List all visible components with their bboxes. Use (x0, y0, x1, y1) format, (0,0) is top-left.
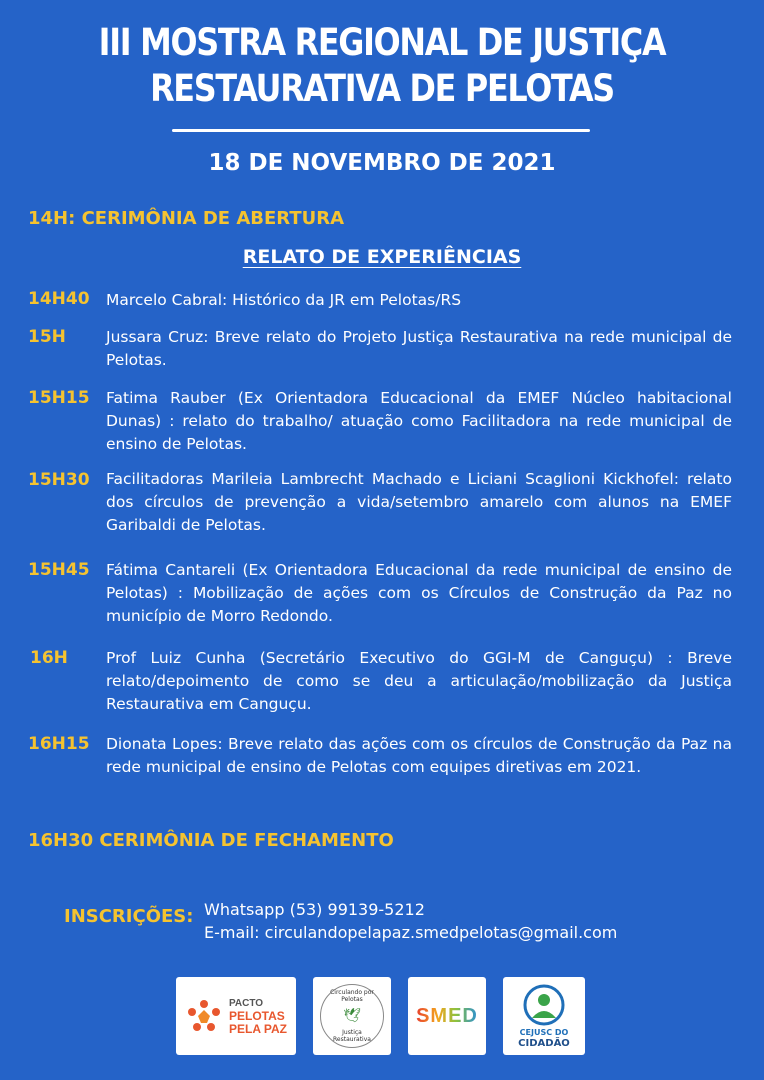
smed-text: SMED (416, 1004, 478, 1027)
schedule-desc: Jussara Cruz: Breve relato do Projeto Justiça Restaurativa na rede municipal de Pelotas. (106, 328, 732, 369)
logo-pacto-pelotas (176, 977, 296, 1055)
registration-contact (204, 898, 617, 944)
person-icon (523, 984, 565, 1026)
schedule-time: 16H (30, 648, 68, 668)
logo-circulando (313, 977, 391, 1055)
schedule-desc: Dionata Lopes: Breve relato das ações com os círculos de Construção da Paz na rede municipal de ensino de Pelotas com equipes diretivas em 2021. (106, 735, 732, 776)
section-title-text: RELATO DE EXPERIÊNCIAS (242, 246, 522, 268)
pacto-line-2: PELOTAS (229, 1008, 285, 1023)
schedule-time: 15H (28, 327, 66, 347)
dove-icon: 🕊 (343, 1008, 361, 1024)
logo-smed (408, 977, 486, 1055)
schedule-desc: Prof Luiz Cunha (Secretário Executivo do GGI-M de Canguçu) : Breve relato/depoimento de como se deu a articulação/mobilização da Justiça Restaurativa em Canguçu. (106, 649, 732, 713)
registration-label: INSCRIÇÕES: (64, 906, 194, 927)
schedule-time: 15H30 (28, 470, 90, 490)
cejusc-line-2: CIDADÃO (518, 1037, 570, 1049)
opening-ceremony: 14H: CERIMÔNIA DE ABERTURA (28, 208, 345, 229)
schedule-desc: Marcelo Cabral: Histórico da JR em Pelotas/RS (106, 291, 462, 309)
closing-ceremony: 16H30 CERIMÔNIA DE FECHAMENTO (28, 830, 394, 851)
section-title (0, 246, 764, 268)
title-divider (172, 129, 590, 132)
circulando-top-text: Circulando por Pelotas (330, 989, 374, 1003)
schedule-desc: Fátima Cantareli (Ex Orientadora Educacional da rede municipal de ensino de Pelotas) : Mobilização de ações com os Círculos de Construção da Paz no município de Morro Redondo. (106, 561, 732, 625)
pacto-line-3: PELA PAZ (229, 1021, 288, 1036)
cejusc-line-1: CEJUSC DO (519, 1027, 569, 1037)
schedule-time: 15H15 (28, 388, 90, 408)
logo-cejusc (503, 977, 585, 1055)
pacto-line-1: PACTO (229, 997, 264, 1009)
title-line-1: III MOSTRA REGIONAL DE JUSTIÇA (98, 21, 666, 64)
page-title (53, 20, 710, 112)
schedule-time: 16H15 (28, 734, 90, 754)
schedule-time: 15H45 (28, 560, 90, 580)
event-date: 18 DE NOVEMBRO DE 2021 (208, 150, 556, 176)
email-contact: E-mail: circulandopelapaz.smedpelotas@gmail.com (204, 923, 618, 942)
circulando-bottom-text: Justiça Restaurativa (333, 1029, 371, 1043)
title-line-2: RESTAURATIVA DE PELOTAS (150, 67, 614, 110)
schedule-desc: Fatima Rauber (Ex Orientadora Educacional da EMEF Núcleo habitacional Dunas) : relato do trabalho/ atuação como Facilitadora na rede municipal de ensino de Pelotas. (106, 389, 732, 453)
star-icon (184, 996, 224, 1036)
circulando-badge (320, 984, 384, 1048)
schedule-time: 14H40 (28, 289, 90, 309)
whatsapp-contact: Whatsapp (53) 99139-5212 (204, 900, 425, 919)
schedule-desc: Facilitadoras Marileia Lambrecht Machado e Liciani Scaglioni Kickhofel: relato dos círculos de prevenção a vida/setembro amarelo com alunos na EMEF Garibaldi de Pelotas. (106, 470, 732, 534)
